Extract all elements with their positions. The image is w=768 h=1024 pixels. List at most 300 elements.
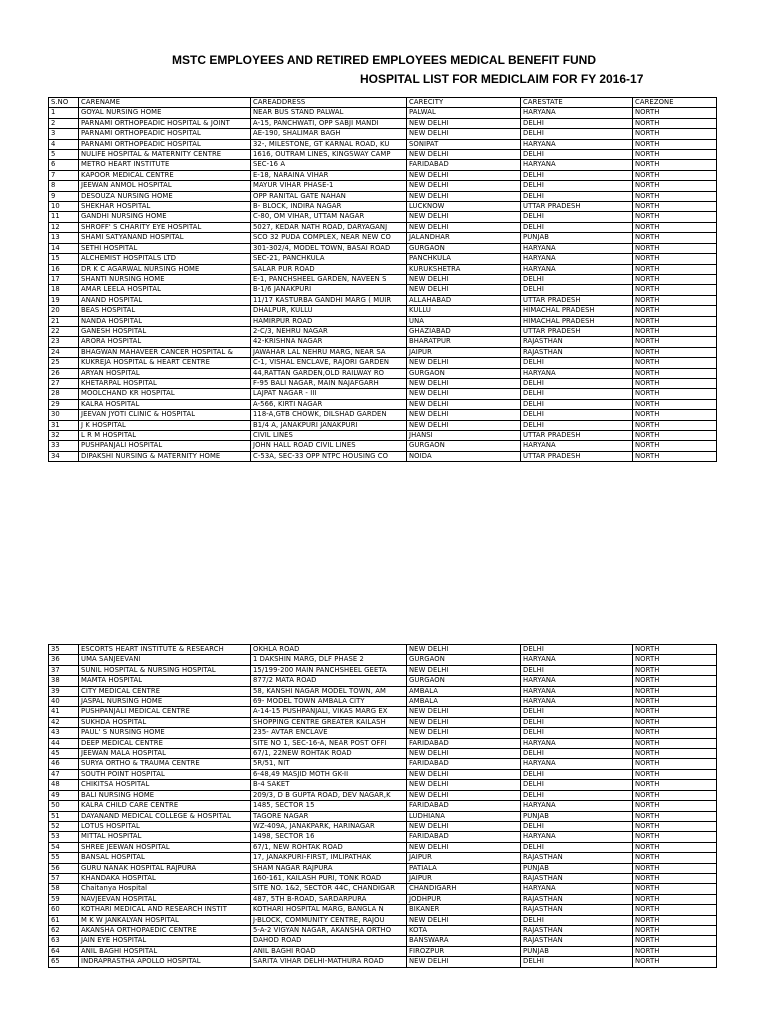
cell-sno: 14 bbox=[49, 243, 79, 253]
cell-carestate: HARYANA bbox=[521, 801, 633, 811]
cell-carename: SHREE JEEWAN HOSPITAL bbox=[79, 842, 251, 852]
cell-sno: 65 bbox=[49, 957, 79, 967]
cell-sno: 43 bbox=[49, 728, 79, 738]
cell-careaddress: 5R/51, NIT bbox=[251, 759, 407, 769]
cell-sno: 31 bbox=[49, 420, 79, 430]
cell-carecity: NEW DELHI bbox=[407, 915, 521, 925]
cell-carename: LOTUS HOSPITAL bbox=[79, 821, 251, 831]
cell-sno: 24 bbox=[49, 347, 79, 357]
cell-carename: PARNAMI ORTHOPEADIC HOSPITAL & JOINT bbox=[79, 118, 251, 128]
cell-carecity: FARIDABAD bbox=[407, 738, 521, 748]
table-row bbox=[49, 853, 717, 863]
cell-carestate: HARYANA bbox=[521, 655, 633, 665]
table-row bbox=[49, 686, 717, 696]
cell-carezone: NORTH bbox=[633, 306, 717, 316]
cell-carecity: NEW DELHI bbox=[407, 665, 521, 675]
cell-carename: AKANSHA ORTHOPAEDIC CENTRE bbox=[79, 925, 251, 935]
cell-carezone: NORTH bbox=[633, 160, 717, 170]
cell-careaddress: J-BLOCK, COMMUNITY CENTRE, RAJOU bbox=[251, 915, 407, 925]
table-row bbox=[49, 306, 717, 316]
cell-carename: SHAMI SATYANAND HOSPITAL bbox=[79, 233, 251, 243]
cell-careaddress: KOTHARI HOSPITAL MARG, BANGLA N bbox=[251, 905, 407, 915]
cell-careaddress: JAWAHAR LAL NEHRU MARG, NEAR SA bbox=[251, 347, 407, 357]
cell-carecity: BHARATPUR bbox=[407, 337, 521, 347]
cell-carecity: CARECITY bbox=[407, 98, 521, 108]
cell-carezone: NORTH bbox=[633, 780, 717, 790]
table-row bbox=[49, 347, 717, 357]
cell-sno: 46 bbox=[49, 759, 79, 769]
cell-carename: SUNIL HOSPITAL & NURSING HOSPITAL bbox=[79, 665, 251, 675]
cell-careaddress: SALAR PUR ROAD bbox=[251, 264, 407, 274]
cell-carename: DAYANAND MEDICAL COLLEGE & HOSPITAL bbox=[79, 811, 251, 821]
cell-carename: SHANTI NURSING HOME bbox=[79, 274, 251, 284]
cell-carestate: UTTAR PRADESH bbox=[521, 326, 633, 336]
table-row bbox=[49, 264, 717, 274]
cell-careaddress: 6-48,49 MASJID MOTH GK-II bbox=[251, 769, 407, 779]
cell-careaddress: 58, KANSHI NAGAR MODEL TOWN, AM bbox=[251, 686, 407, 696]
cell-carezone: NORTH bbox=[633, 946, 717, 956]
cell-carename: KALRA CHILD CARE CENTRE bbox=[79, 801, 251, 811]
cell-carezone: NORTH bbox=[633, 717, 717, 727]
cell-carecity: NEW DELHI bbox=[407, 717, 521, 727]
cell-sno: 37 bbox=[49, 665, 79, 675]
table-row bbox=[49, 946, 717, 956]
cell-sno: 57 bbox=[49, 873, 79, 883]
cell-careaddress: SEC-21, PANCHKULA bbox=[251, 254, 407, 264]
cell-sno: 59 bbox=[49, 894, 79, 904]
table-row bbox=[49, 254, 717, 264]
cell-carename: PUSHPANJALI HOSPITAL bbox=[79, 441, 251, 451]
cell-carestate: HIMACHAL PRADESH bbox=[521, 306, 633, 316]
table-row bbox=[49, 222, 717, 232]
table-row bbox=[49, 759, 717, 769]
cell-careaddress: SHOPPING CENTRE GREATER KAILASH bbox=[251, 717, 407, 727]
cell-sno: 33 bbox=[49, 441, 79, 451]
cell-carezone: NORTH bbox=[633, 749, 717, 759]
cell-carename: ANIL BAGHI HOSPITAL bbox=[79, 946, 251, 956]
cell-careaddress: 15/199-200 MAIN PANCHSHEEL GEETA bbox=[251, 665, 407, 675]
cell-carezone: NORTH bbox=[633, 894, 717, 904]
cell-careaddress: 42-KRISHNA NAGAR bbox=[251, 337, 407, 347]
cell-carezone: NORTH bbox=[633, 697, 717, 707]
cell-carestate: DELHI bbox=[521, 118, 633, 128]
cell-carezone: NORTH bbox=[633, 790, 717, 800]
cell-sno: 63 bbox=[49, 936, 79, 946]
cell-carename: SOUTH POINT HOSPITAL bbox=[79, 769, 251, 779]
cell-sno: 11 bbox=[49, 212, 79, 222]
cell-carecity: FARIDABAD bbox=[407, 160, 521, 170]
cell-carezone: NORTH bbox=[633, 285, 717, 295]
cell-carecity: NEW DELHI bbox=[407, 728, 521, 738]
cell-carestate: PUNJAB bbox=[521, 946, 633, 956]
cell-carecity: ALLAHABAD bbox=[407, 295, 521, 305]
cell-carecity: NEW DELHI bbox=[407, 707, 521, 717]
cell-carestate: RAJASTHAN bbox=[521, 894, 633, 904]
cell-carename: KUKREJA HOSPITAL & HEART CENTRE bbox=[79, 358, 251, 368]
table-row bbox=[49, 665, 717, 675]
cell-sno: 53 bbox=[49, 832, 79, 842]
cell-carezone: NORTH bbox=[633, 233, 717, 243]
cell-carestate: RAJASTHAN bbox=[521, 853, 633, 863]
cell-careaddress: 118-A,GTB CHOWK, DILSHAD GARDEN bbox=[251, 410, 407, 420]
cell-carezone: NORTH bbox=[633, 884, 717, 894]
cell-careaddress: WZ-409A, JANAKPARK, HARINAGAR bbox=[251, 821, 407, 831]
cell-carename: BEAS HOSPITAL bbox=[79, 306, 251, 316]
cell-carename: SHEKHAR HOSPITAL bbox=[79, 202, 251, 212]
cell-carename: BANSAL HOSPITAL bbox=[79, 853, 251, 863]
cell-carestate: DELHI bbox=[521, 285, 633, 295]
cell-sno: 18 bbox=[49, 285, 79, 295]
cell-carename: GOYAL NURSING HOME bbox=[79, 108, 251, 118]
cell-carecity: JAIPUR bbox=[407, 347, 521, 357]
cell-carecity: GURGAON bbox=[407, 368, 521, 378]
cell-carecity: JODHPUR bbox=[407, 894, 521, 904]
cell-carezone: NORTH bbox=[633, 170, 717, 180]
cell-careaddress: 235- AVTAR ENCLAVE bbox=[251, 728, 407, 738]
table-row bbox=[49, 118, 717, 128]
cell-carezone: NORTH bbox=[633, 212, 717, 222]
cell-careaddress: E-1, PANCHSHEEL GARDEN, NAVEEN S bbox=[251, 274, 407, 284]
cell-sno: 36 bbox=[49, 655, 79, 665]
cell-sno: 19 bbox=[49, 295, 79, 305]
table-row bbox=[49, 728, 717, 738]
cell-carezone: NORTH bbox=[633, 645, 717, 655]
cell-carezone: NORTH bbox=[633, 925, 717, 935]
cell-carename: GANESH HOSPITAL bbox=[79, 326, 251, 336]
cell-carename: MAMTA HOSPITAL bbox=[79, 676, 251, 686]
cell-sno: 50 bbox=[49, 801, 79, 811]
cell-carename: SETHI HOSPITAL bbox=[79, 243, 251, 253]
cell-carecity: KULLU bbox=[407, 306, 521, 316]
cell-carezone: NORTH bbox=[633, 707, 717, 717]
cell-sno: 41 bbox=[49, 707, 79, 717]
cell-sno: 34 bbox=[49, 451, 79, 461]
cell-sno: 17 bbox=[49, 274, 79, 284]
cell-careaddress: 1 DAKSHIN MARG, DLF PHASE 2 bbox=[251, 655, 407, 665]
cell-carestate: DELHI bbox=[521, 915, 633, 925]
cell-carename: ANAND HOSPITAL bbox=[79, 295, 251, 305]
cell-sno: 60 bbox=[49, 905, 79, 915]
cell-carestate: HARYANA bbox=[521, 676, 633, 686]
cell-careaddress: 32-, MILESTONE, GT KARNAL ROAD, KU bbox=[251, 139, 407, 149]
cell-carename: SUKHDA HOSPITAL bbox=[79, 717, 251, 727]
cell-careaddress: TAGORE NAGAR bbox=[251, 811, 407, 821]
cell-careaddress: 67/1, NEW ROHTAK ROAD bbox=[251, 842, 407, 852]
cell-carename: BHAGWAN MAHAVEER CANCER HOSPITAL & bbox=[79, 347, 251, 357]
cell-carezone: NORTH bbox=[633, 150, 717, 160]
cell-carestate: DELHI bbox=[521, 707, 633, 717]
cell-carecity: NEW DELHI bbox=[407, 749, 521, 759]
cell-carename: PUSHPANJALI MEDICAL CENTRE bbox=[79, 707, 251, 717]
cell-carestate: PUNJAB bbox=[521, 811, 633, 821]
cell-carestate: UTTAR PRADESH bbox=[521, 295, 633, 305]
cell-carezone: NORTH bbox=[633, 441, 717, 451]
cell-carecity: FARIDABAD bbox=[407, 759, 521, 769]
cell-carename: ARYAN HOSPITAL bbox=[79, 368, 251, 378]
cell-carezone: NORTH bbox=[633, 181, 717, 191]
cell-careaddress: 69- MODEL TOWN AMBALA CITY bbox=[251, 697, 407, 707]
table-row bbox=[49, 749, 717, 759]
cell-sno: 38 bbox=[49, 676, 79, 686]
cell-carename: CITY MEDICAL CENTRE bbox=[79, 686, 251, 696]
cell-sno: 56 bbox=[49, 863, 79, 873]
cell-carezone: NORTH bbox=[633, 191, 717, 201]
table-row bbox=[49, 181, 717, 191]
table-row bbox=[49, 108, 717, 118]
cell-sno: 40 bbox=[49, 697, 79, 707]
table-row bbox=[49, 863, 717, 873]
table-header-row bbox=[49, 98, 717, 108]
cell-carestate: HARYANA bbox=[521, 368, 633, 378]
cell-carestate: UTTAR PRADESH bbox=[521, 202, 633, 212]
table-row bbox=[49, 451, 717, 461]
cell-sno: 6 bbox=[49, 160, 79, 170]
cell-carestate: DELHI bbox=[521, 191, 633, 201]
cell-carezone: NORTH bbox=[633, 254, 717, 264]
cell-carezone: NORTH bbox=[633, 368, 717, 378]
cell-sno: 8 bbox=[49, 181, 79, 191]
cell-careaddress: 487, 5TH B-ROAD, SARDARPURA bbox=[251, 894, 407, 904]
cell-careaddress: B-4 SAKET bbox=[251, 780, 407, 790]
cell-carecity: NEW DELHI bbox=[407, 181, 521, 191]
table-row bbox=[49, 655, 717, 665]
cell-sno: 47 bbox=[49, 769, 79, 779]
cell-carename: CHIKITSA HOSPITAL bbox=[79, 780, 251, 790]
cell-careaddress: 1616, OUTRAM LINES, KINGSWAY CAMP bbox=[251, 150, 407, 160]
cell-carecity: LUCKNOW bbox=[407, 202, 521, 212]
cell-carecity: NEW DELHI bbox=[407, 129, 521, 139]
cell-carename: ARORA HOSPITAL bbox=[79, 337, 251, 347]
cell-carestate: DELHI bbox=[521, 420, 633, 430]
cell-sno: 45 bbox=[49, 749, 79, 759]
cell-carezone: NORTH bbox=[633, 769, 717, 779]
cell-sno: 20 bbox=[49, 306, 79, 316]
table-row bbox=[49, 274, 717, 284]
cell-carecity: GURGAON bbox=[407, 655, 521, 665]
cell-carezone: NORTH bbox=[633, 118, 717, 128]
cell-carestate: DELHI bbox=[521, 665, 633, 675]
cell-carecity: BIKANER bbox=[407, 905, 521, 915]
cell-carecity: GURGAON bbox=[407, 243, 521, 253]
cell-sno: 44 bbox=[49, 738, 79, 748]
cell-careaddress: 877/2 MATA ROAD bbox=[251, 676, 407, 686]
cell-carename: MITTAL HOSPITAL bbox=[79, 832, 251, 842]
cell-careaddress: ANIL BAGHI ROAD bbox=[251, 946, 407, 956]
cell-carezone: NORTH bbox=[633, 842, 717, 852]
cell-carename: ESCORTS HEART INSTITUTE & RESEARCH bbox=[79, 645, 251, 655]
cell-carestate: HARYANA bbox=[521, 139, 633, 149]
cell-carestate: DELHI bbox=[521, 129, 633, 139]
cell-carecity: NEW DELHI bbox=[407, 821, 521, 831]
cell-carecity: NEW DELHI bbox=[407, 790, 521, 800]
document-title: MSTC EMPLOYEES AND RETIRED EMPLOYEES MEDICAL BENEFIT FUND bbox=[171, 53, 597, 67]
cell-careaddress: SEC-16 A bbox=[251, 160, 407, 170]
cell-carecity: NEW DELHI bbox=[407, 399, 521, 409]
cell-carecity: KURUKSHETRA bbox=[407, 264, 521, 274]
table-row bbox=[49, 738, 717, 748]
cell-careaddress: C-80, OM VIHAR, UTTAM NAGAR bbox=[251, 212, 407, 222]
cell-carename: DR K C AGARWAL NURSING HOME bbox=[79, 264, 251, 274]
cell-carestate: DELHI bbox=[521, 717, 633, 727]
table-row bbox=[49, 842, 717, 852]
cell-carestate: HARYANA bbox=[521, 243, 633, 253]
table-row bbox=[49, 295, 717, 305]
table-row bbox=[49, 645, 717, 655]
document-subtitle: HOSPITAL LIST FOR MEDICLAIM FOR FY 2016-17 bbox=[360, 72, 644, 86]
cell-carestate: HARYANA bbox=[521, 738, 633, 748]
cell-careaddress: MAYUR VIHAR PHASE-1 bbox=[251, 181, 407, 191]
cell-sno: 26 bbox=[49, 368, 79, 378]
cell-carename: KOTHARI MEDICAL AND RESEARCH INSTIT bbox=[79, 905, 251, 915]
cell-carecity: NEW DELHI bbox=[407, 170, 521, 180]
cell-carezone: NORTH bbox=[633, 108, 717, 118]
cell-carecity: NOIDA bbox=[407, 451, 521, 461]
cell-careaddress: LAJPAT NAGAR - III bbox=[251, 389, 407, 399]
cell-carecity: NEW DELHI bbox=[407, 842, 521, 852]
cell-careaddress: C-1, VISHAL ENCLAVE, RAJORI GARDEN bbox=[251, 358, 407, 368]
cell-carecity: NEW DELHI bbox=[407, 389, 521, 399]
table-row bbox=[49, 399, 717, 409]
cell-careaddress: HAMIRPUR ROAD bbox=[251, 316, 407, 326]
table-row bbox=[49, 337, 717, 347]
cell-carecity: GHAZIABAD bbox=[407, 326, 521, 336]
cell-sno: 12 bbox=[49, 222, 79, 232]
cell-carestate: DELHI bbox=[521, 150, 633, 160]
cell-careaddress: SHAM NAGAR RAJPURA bbox=[251, 863, 407, 873]
cell-careaddress: F-95 BALI NAGAR, MAIN NAJAFGARH bbox=[251, 378, 407, 388]
cell-sno: 21 bbox=[49, 316, 79, 326]
cell-carename: JEEVAN JYOTI CLINIC & HOSPITAL bbox=[79, 410, 251, 420]
cell-carestate: DELHI bbox=[521, 389, 633, 399]
table-row bbox=[49, 170, 717, 180]
cell-sno: 49 bbox=[49, 790, 79, 800]
cell-carestate: HARYANA bbox=[521, 697, 633, 707]
cell-carestate: HARYANA bbox=[521, 832, 633, 842]
cell-careaddress: 2-C/3, NEHRU NAGAR bbox=[251, 326, 407, 336]
cell-carecity: NEW DELHI bbox=[407, 274, 521, 284]
cell-carecity: JALANDHAR bbox=[407, 233, 521, 243]
cell-sno: 55 bbox=[49, 853, 79, 863]
table-row bbox=[49, 431, 717, 441]
hospital-table-page2 bbox=[48, 644, 717, 968]
cell-carezone: NORTH bbox=[633, 316, 717, 326]
table-row bbox=[49, 894, 717, 904]
cell-sno: S.NO bbox=[49, 98, 79, 108]
cell-carename: GURU NANAK HOSPITAL RAJPURA bbox=[79, 863, 251, 873]
cell-carecity: NEW DELHI bbox=[407, 191, 521, 201]
cell-carecity: SONIPAT bbox=[407, 139, 521, 149]
cell-carezone: NORTH bbox=[633, 665, 717, 675]
cell-carestate: UTTAR PRADESH bbox=[521, 431, 633, 441]
cell-carezone: NORTH bbox=[633, 832, 717, 842]
table-row bbox=[49, 915, 717, 925]
cell-sno: 42 bbox=[49, 717, 79, 727]
cell-sno: 13 bbox=[49, 233, 79, 243]
cell-carecity: NEW DELHI bbox=[407, 378, 521, 388]
cell-carename: INDRAPRASTHA APOLLO HOSPITAL bbox=[79, 957, 251, 967]
cell-carestate: RAJASTHAN bbox=[521, 936, 633, 946]
cell-carestate: HARYANA bbox=[521, 441, 633, 451]
table-row bbox=[49, 780, 717, 790]
cell-careaddress: 1485, SECTOR 15 bbox=[251, 801, 407, 811]
cell-carestate: DELHI bbox=[521, 769, 633, 779]
cell-carestate: DELHI bbox=[521, 378, 633, 388]
cell-carestate: HARYANA bbox=[521, 254, 633, 264]
cell-carecity: AMBALA bbox=[407, 697, 521, 707]
cell-carename: PARNAMI ORTHOPEADIC HOSPITAL bbox=[79, 129, 251, 139]
cell-carestate: DELHI bbox=[521, 821, 633, 831]
cell-carename: SHROFF' S CHARITY EYE HOSPITAL bbox=[79, 222, 251, 232]
cell-carecity: NEW DELHI bbox=[407, 285, 521, 295]
cell-sno: 30 bbox=[49, 410, 79, 420]
cell-carezone: NORTH bbox=[633, 936, 717, 946]
cell-carecity: GURGAON bbox=[407, 441, 521, 451]
cell-carezone: NORTH bbox=[633, 676, 717, 686]
cell-careaddress: A-566, KIRTI NAGAR bbox=[251, 399, 407, 409]
cell-careaddress: B1/4 A, JANAKPURI JANAKPURI bbox=[251, 420, 407, 430]
table-row bbox=[49, 790, 717, 800]
cell-carename: JASPAL NURSING HOME bbox=[79, 697, 251, 707]
table-row bbox=[49, 884, 717, 894]
cell-sno: 39 bbox=[49, 686, 79, 696]
cell-sno: 3 bbox=[49, 129, 79, 139]
cell-careaddress: E-18, NARAINA VIHAR bbox=[251, 170, 407, 180]
cell-carename: GANDHI NURSING HOME bbox=[79, 212, 251, 222]
table-row bbox=[49, 358, 717, 368]
cell-carename: NANDA HOSPITAL bbox=[79, 316, 251, 326]
cell-carestate: HARYANA bbox=[521, 759, 633, 769]
cell-carename: DEEP MEDICAL CENTRE bbox=[79, 738, 251, 748]
cell-carezone: NORTH bbox=[633, 222, 717, 232]
cell-sno: 52 bbox=[49, 821, 79, 831]
cell-carecity: GURGAON bbox=[407, 676, 521, 686]
cell-carezone: NORTH bbox=[633, 420, 717, 430]
cell-carename: JEEWAN MALA HOSPITAL bbox=[79, 749, 251, 759]
cell-carezone: NORTH bbox=[633, 337, 717, 347]
cell-sno: 61 bbox=[49, 915, 79, 925]
cell-carestate: RAJASTHAN bbox=[521, 925, 633, 935]
cell-carezone: NORTH bbox=[633, 853, 717, 863]
cell-carezone: NORTH bbox=[633, 821, 717, 831]
cell-careaddress: 301-302/4, MODEL TOWN, BASAI ROAD bbox=[251, 243, 407, 253]
cell-carezone: NORTH bbox=[633, 863, 717, 873]
cell-careaddress: C-53A, SEC-33 OPP NTPC HOUSING CO bbox=[251, 451, 407, 461]
cell-carecity: PALWAL bbox=[407, 108, 521, 118]
cell-carename: JAIN EYE HOSPITAL bbox=[79, 936, 251, 946]
cell-carezone: NORTH bbox=[633, 264, 717, 274]
cell-careaddress: B-1/6 JANAKPURI bbox=[251, 285, 407, 295]
cell-careaddress: 44,RATTAN GARDEN,OLD RAILWAY RO bbox=[251, 368, 407, 378]
cell-carestate: DELHI bbox=[521, 645, 633, 655]
cell-carecity: NEW DELHI bbox=[407, 410, 521, 420]
cell-carecity: NEW DELHI bbox=[407, 150, 521, 160]
cell-carezone: CAREZONE bbox=[633, 98, 717, 108]
cell-carestate: RAJASTHAN bbox=[521, 337, 633, 347]
cell-carestate: DELHI bbox=[521, 399, 633, 409]
cell-carecity: JAIPUR bbox=[407, 873, 521, 883]
cell-carestate: PUNJAB bbox=[521, 863, 633, 873]
cell-carecity: NEW DELHI bbox=[407, 420, 521, 430]
cell-carename: DIPAKSHI NURSING & MATERNITY HOME bbox=[79, 451, 251, 461]
cell-sno: 35 bbox=[49, 645, 79, 655]
cell-carezone: NORTH bbox=[633, 378, 717, 388]
cell-carezone: NORTH bbox=[633, 295, 717, 305]
hospital-table-page1 bbox=[48, 97, 717, 462]
cell-carezone: NORTH bbox=[633, 738, 717, 748]
cell-carecity: FARIDABAD bbox=[407, 832, 521, 842]
cell-careaddress: 1498, SECTOR 16 bbox=[251, 832, 407, 842]
cell-carename: BALI NURSING HOME bbox=[79, 790, 251, 800]
